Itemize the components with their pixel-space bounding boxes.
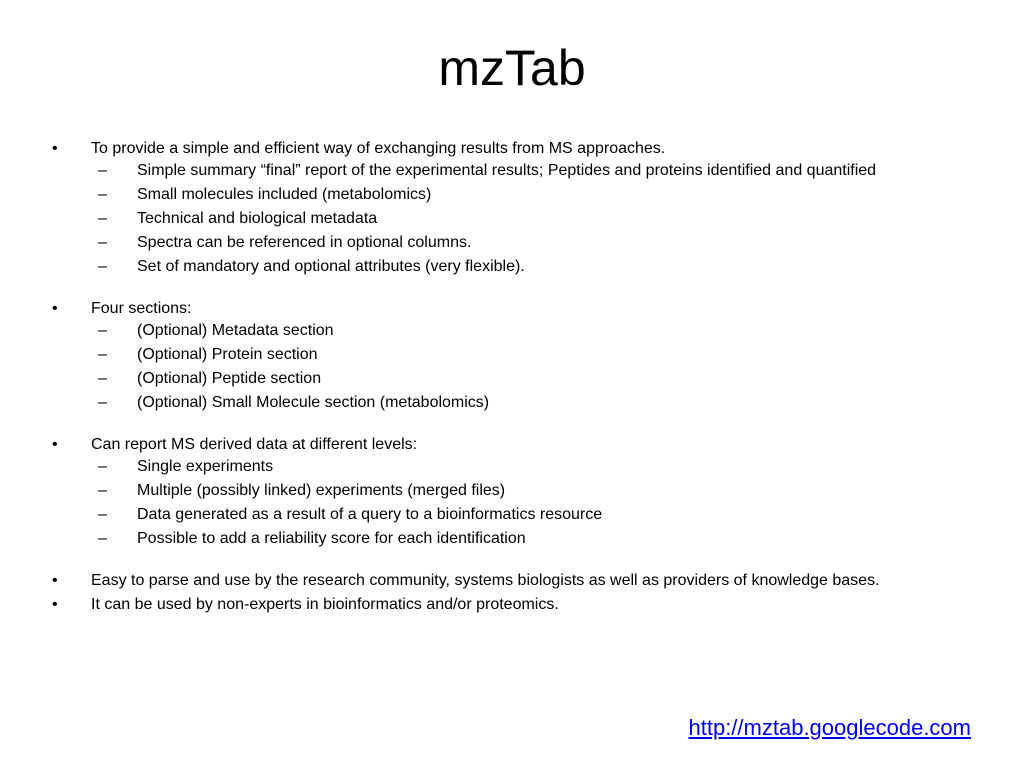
bullet-group [52, 436, 952, 548]
sub-item-text: Single experiments [137, 458, 274, 475]
mztab-link[interactable]: http://mztab.googlecode.com [688, 715, 971, 740]
bullet-marker: • [52, 436, 58, 453]
dash-marker: – [98, 234, 107, 251]
sub-item [52, 530, 952, 548]
bullet-group [52, 596, 952, 614]
bullet-marker: • [52, 140, 58, 157]
dash-marker: – [98, 346, 107, 363]
sub-item-text: (Optional) Metadata section [137, 322, 334, 339]
dash-marker: – [98, 210, 107, 227]
sub-item-text: Simple summary “final” report of the experimental results; Peptides and proteins identified and quantified [137, 162, 877, 179]
bullet-item [52, 140, 952, 158]
dash-marker: – [98, 458, 107, 475]
sub-item-text: Small molecules included (metabolomics) [137, 186, 432, 203]
dash-marker: – [98, 482, 107, 499]
sub-list [52, 322, 952, 412]
bullet-marker: • [52, 300, 58, 317]
bullet-text: Four sections: [91, 300, 192, 317]
sub-item-text: Multiple (possibly linked) experiments (merged files) [137, 482, 506, 499]
bullet-item [52, 572, 952, 590]
bullet-marker: • [52, 596, 58, 613]
sub-item-text: (Optional) Small Molecule section (metabolomics) [137, 394, 490, 411]
bullet-list [52, 140, 952, 638]
bullet-item [52, 436, 952, 454]
sub-item-text: (Optional) Protein section [137, 346, 318, 363]
sub-item [52, 458, 952, 476]
bullet-marker: • [52, 572, 58, 589]
sub-item [52, 482, 952, 500]
slide-title: mzTab [438, 40, 586, 96]
sub-item-text: Set of mandatory and optional attributes (very flexible). [137, 258, 525, 275]
sub-item-text: Technical and biological metadata [137, 210, 378, 227]
sub-item [52, 346, 952, 364]
bullet-group [52, 140, 952, 276]
bullet-text: It can be used by non-experts in bioinformatics and/or proteomics. [91, 596, 559, 613]
sub-item-text: (Optional) Peptide section [137, 370, 322, 387]
bullet-group [52, 572, 952, 590]
sub-item-text: Possible to add a reliability score for each identification [137, 530, 526, 547]
sub-item [52, 394, 952, 412]
sub-item-text: Data generated as a result of a query to a bioinformatics resource [137, 506, 603, 523]
sub-list [52, 458, 952, 548]
dash-marker: – [98, 322, 107, 339]
sub-item [52, 210, 952, 228]
sub-item [52, 370, 952, 388]
bullet-text: Easy to parse and use by the research community, systems biologists as well as providers of knowledge bases. [91, 572, 880, 589]
bullet-text: To provide a simple and efficient way of exchanging results from MS approaches. [91, 140, 666, 157]
sub-item [52, 186, 952, 204]
dash-marker: – [98, 162, 107, 179]
sub-item [52, 322, 952, 340]
bullet-group [52, 300, 952, 412]
dash-marker: – [98, 258, 107, 275]
dash-marker: – [98, 370, 107, 387]
sub-item [52, 162, 952, 180]
bullet-text: Can report MS derived data at different levels: [91, 436, 418, 453]
dash-marker: – [98, 394, 107, 411]
sub-list [52, 162, 952, 276]
sub-item [52, 506, 952, 524]
sub-item [52, 258, 952, 276]
bullet-item [52, 300, 952, 318]
dash-marker: – [98, 530, 107, 547]
dash-marker: – [98, 186, 107, 203]
sub-item-text: Spectra can be referenced in optional columns. [137, 234, 472, 251]
sub-item [52, 234, 952, 252]
dash-marker: – [98, 506, 107, 523]
bullet-item [52, 596, 952, 614]
